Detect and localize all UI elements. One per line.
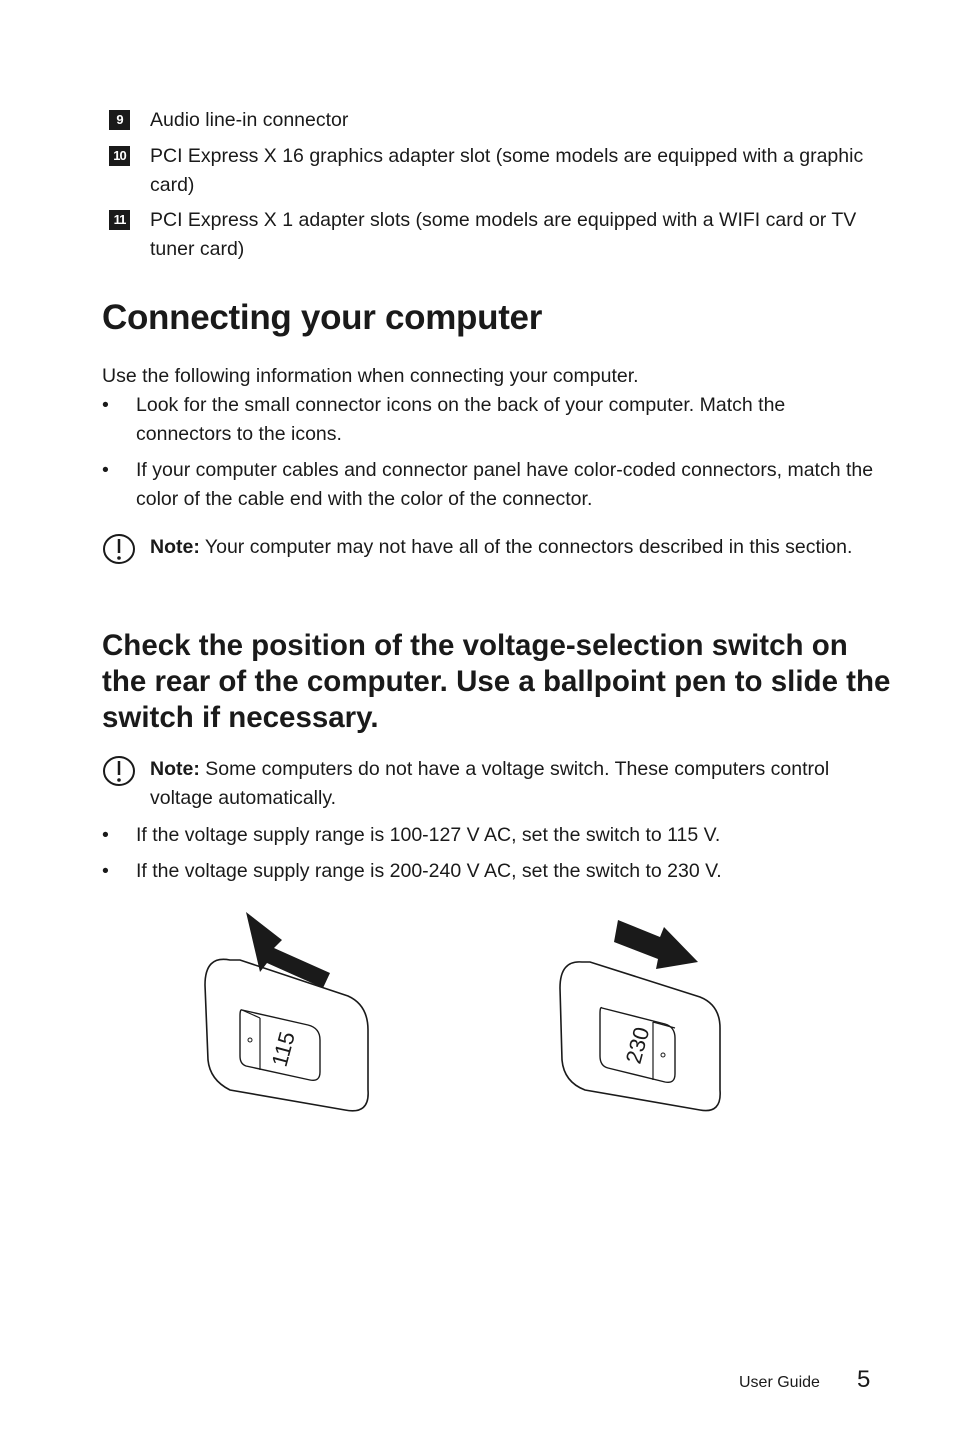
item-text: PCI Express X 16 graphics adapter slot (some models are equipped with a graphic card) xyxy=(150,145,864,196)
bullet-dot: • xyxy=(102,860,109,882)
item-text: Audio line-in connector xyxy=(150,109,349,131)
bullet-text: If your computer cables and connector panel have color-coded connectors, match the color of the cable end with the color of the connector. xyxy=(136,459,874,510)
subsection-title: Check the position of the voltage-selection switch on the rear of the computer. Use a ballpoint pen to slide the switch if necessary. xyxy=(102,629,891,734)
exclamation-icon xyxy=(102,755,136,787)
intro-paragraph: Use the following information when connecting your computer. xyxy=(102,365,639,387)
bullet-dot: • xyxy=(102,824,109,846)
note-text: Some computers do not have a voltage switch. These computers control voltage automatically. xyxy=(150,758,830,809)
exclamation-icon xyxy=(102,533,136,565)
item-number-badge: 9 xyxy=(109,110,130,130)
bullet-text: If the voltage supply range is 200-240 V AC, set the switch to 230 V. xyxy=(136,860,722,882)
switch-230-illustration xyxy=(560,920,720,1111)
bullet-dot: • xyxy=(102,394,109,416)
bullet-text: If the voltage supply range is 100-127 V AC, set the switch to 115 V. xyxy=(136,824,721,846)
switch-230-label: 230 xyxy=(620,1024,655,1067)
item-text: PCI Express X 1 adapter slots (some models are equipped with a WIFI card or TV tuner card) xyxy=(150,209,857,260)
switch-115-illustration xyxy=(205,912,368,1111)
bullet-text: Look for the small connector icons on the back of your computer. Match the connectors to the icons. xyxy=(136,394,786,445)
note-label: Note: xyxy=(150,536,200,558)
section-title: Connecting your computer xyxy=(102,298,543,337)
item-number-badge: 10 xyxy=(109,146,130,166)
note-label: Note: xyxy=(150,758,200,780)
item-number-badge: 11 xyxy=(109,210,130,230)
note-text: Your computer may not have all of the connectors described in this section. xyxy=(199,536,853,558)
bullet-dot: • xyxy=(102,459,109,481)
footer-label: User Guide xyxy=(739,1374,820,1391)
page-number: 5 xyxy=(857,1366,871,1393)
switch-115-label: 115 xyxy=(266,1028,300,1070)
voltage-switch-figure xyxy=(190,900,750,1130)
arrow-right-down-icon xyxy=(614,920,698,969)
